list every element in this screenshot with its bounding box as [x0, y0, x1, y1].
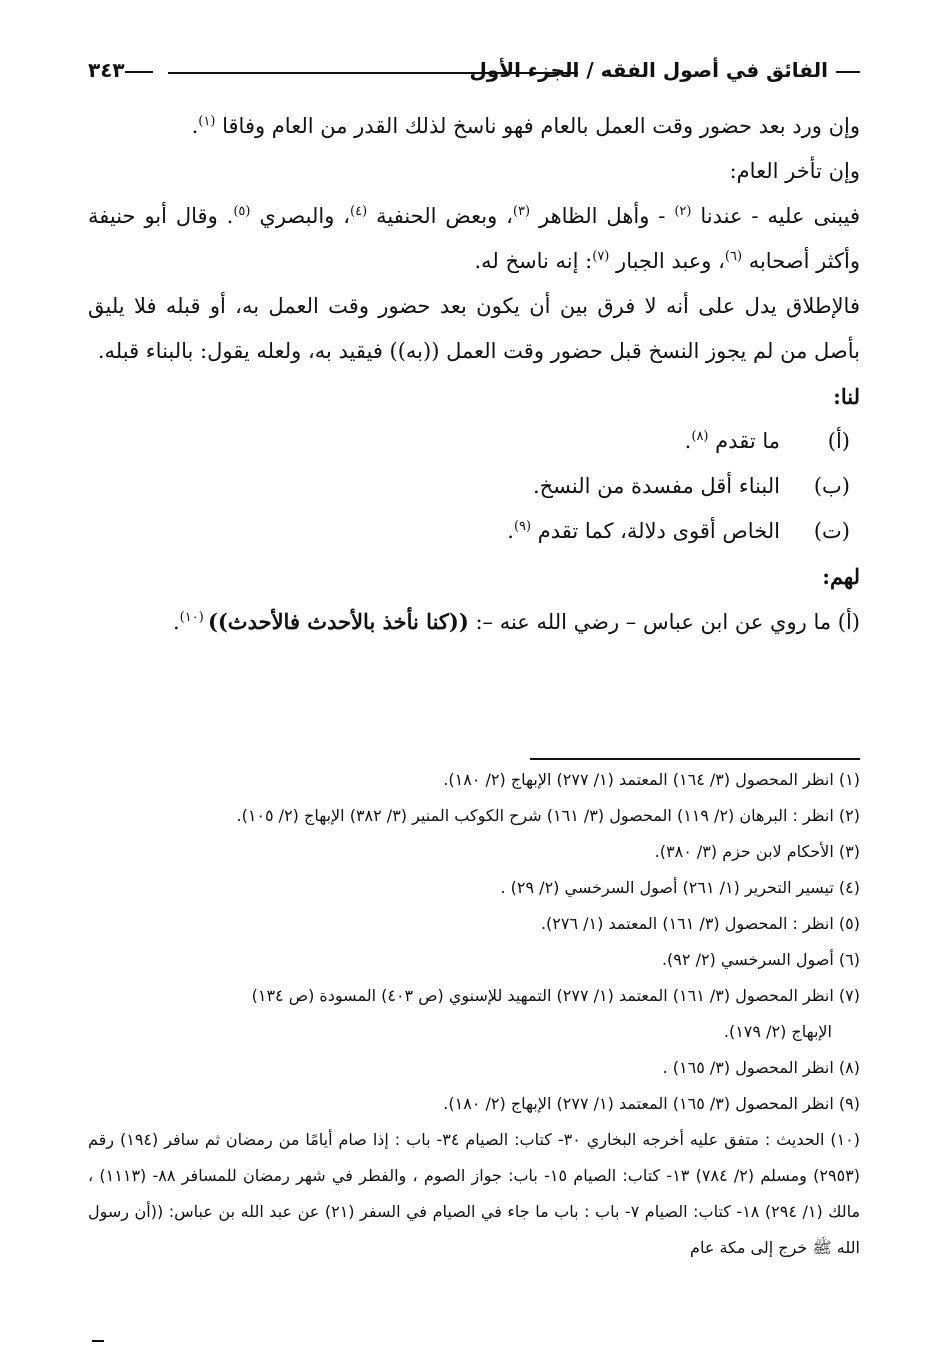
footnote: (١٠) الحديث : متفق عليه أخرجه البخاري ٣٠- كتاب: الصيام ٣٤- باب : إذا صام أيامًا من رمضان ثم سافر (١٩٤) رقم (٢٩٥٣) ومسلم (٢/ ٧٨٤) ١٣- كتاب: الصيام ١٥- باب: جواز الصوم ، والفطر في شهر رمضان للمسافر ٨٨- (١١١٣) ، مالك (١/ ٢٩٤) ١٨- كتاب: الصيام ٧- باب : باب ما جاء في الصيام في السفر (٢١) عن عبد الله بن عباس: ((أن رسول الله ﷺ خرج إلى مكة عام	[88, 1130, 861, 1257]
section-label-lana: لنا:	[833, 384, 860, 409]
section-label-lahum: لهم:	[822, 564, 860, 589]
footnote-ref[interactable]: (١)	[198, 114, 216, 129]
footnote-ref[interactable]: (٧)	[592, 249, 610, 264]
list-item	[88, 419, 860, 464]
footnote-ref[interactable]: (٤)	[350, 204, 368, 219]
paragraph-last: (أ) ما روي عن ابن عباس – رضي الله عنه –: ((كنا نأخذ بالأحدث فالأحدث)) $^{(١٠)}$.	[172, 609, 860, 634]
footnote-ref[interactable]: (٣)	[512, 204, 531, 219]
footnote: (٨) انظر المحصول (٣/ ١٦٥) .	[662, 1058, 860, 1077]
running-header	[88, 52, 860, 92]
page	[88, 52, 860, 1352]
footnote: (٥) انظر : المحصول (٣/ ١٦١) المعتمد (١/ ٢٧٦).	[540, 914, 860, 933]
footnote-separator	[530, 758, 860, 760]
footnote: (٩) انظر المحصول (٣/ ١٦٥) المعتمد (١/ ٢٧٧) الإبهاج (٢/ ١٨٠).	[443, 1094, 860, 1113]
paragraph-4: فالإطلاق يدل على أنه لا فرق بين أن يكون بعد حضور وقت العمل به، أو قبله فلا يليق بأصل من لم يجوز النسخ قبل حضور وقت العمل ((به)) فيقيد به، ولعله يقول: بالبناء قبله.	[88, 294, 860, 363]
footnote: (٣) الأحكام لابن حزم (٣/ ٣٨٠).	[654, 842, 860, 861]
list-marker: (أ)	[827, 429, 850, 453]
list-text: الخاص أقوى دلالة، كما تقدم $^{(٩)}$.	[507, 519, 780, 543]
paragraph-3: فيبنى عليه - عندنا $^{(٢)}$ - وأهل الظاهر $^{(٣)}$، وبعض الحنفية $^{(٤)}$، والبصري $^{(٥)}$. وقال أبو حنيفة وأكثر أصحابه $^{(٦)}$، وعبد الجبار $^{(٧)}$: إنه ناسخ له.	[88, 204, 860, 273]
header-title: الفائق في أصول الفقه / الجزء الأول	[469, 58, 860, 82]
page-number: ٣٤٣	[88, 58, 161, 82]
page-end-mark	[92, 1340, 104, 1342]
footnote: (٤) تيسير التحرير (١/ ٢٦١) أصول السرخسي (٢/ ٢٩) .	[500, 878, 860, 897]
list-text: البناء أقل مفسدة من النسخ.	[532, 474, 780, 498]
list-marker: (ب)	[813, 474, 850, 498]
list-text: ما تقدم $^{(٨)}$.	[684, 429, 780, 453]
footnote-ref[interactable]: (٢)	[674, 204, 692, 219]
footnote: (٢) انظر : البرهان (٢/ ١١٩) المحصول (٣/ ١٦١) شرح الكوكب المنير (٣/ ٣٨٢) الإبهاج (٢/ ١٠٥).	[236, 806, 860, 825]
paragraph-1: وإن ورد بعد حضور وقت العمل بالعام فهو ناسخ لذلك القدر من العام وفاقا $^{(١)}$.	[191, 114, 860, 138]
footnote-ref[interactable]: (٥)	[233, 204, 251, 219]
footnote-ref[interactable]: (٦)	[724, 249, 743, 264]
list-item	[88, 509, 860, 554]
footnote: (٧) انظر المحصول (٣/ ١٦١) المعتمد (١/ ٢٧٧) التمهيد للإسنوي (ص ٤٠٣) المسودة (ص ١٣٤)	[251, 986, 860, 1005]
footnote-ref[interactable]: (١٠)	[179, 610, 208, 625]
list-item	[88, 464, 860, 509]
footnote-ref[interactable]: (٩)	[513, 519, 532, 534]
main-text	[88, 104, 860, 645]
footnote-ref[interactable]: (٨)	[691, 429, 709, 444]
footnote: (٦) أصول السرخسي (٢/ ٩٢).	[661, 950, 860, 969]
header-rule	[168, 72, 578, 74]
paragraph-2: وإن تأخر العام:	[729, 159, 860, 183]
list-marker: (ت)	[813, 519, 850, 543]
footnote: (١) انظر المحصول (٣/ ١٦٤) المعتمد (١/ ٢٧٧) الإبهاج (٢/ ١٨٠).	[443, 770, 860, 789]
footnotes	[88, 762, 860, 1266]
footnote-continuation: الإبهاج (٢/ ١٧٩).	[723, 1022, 832, 1041]
